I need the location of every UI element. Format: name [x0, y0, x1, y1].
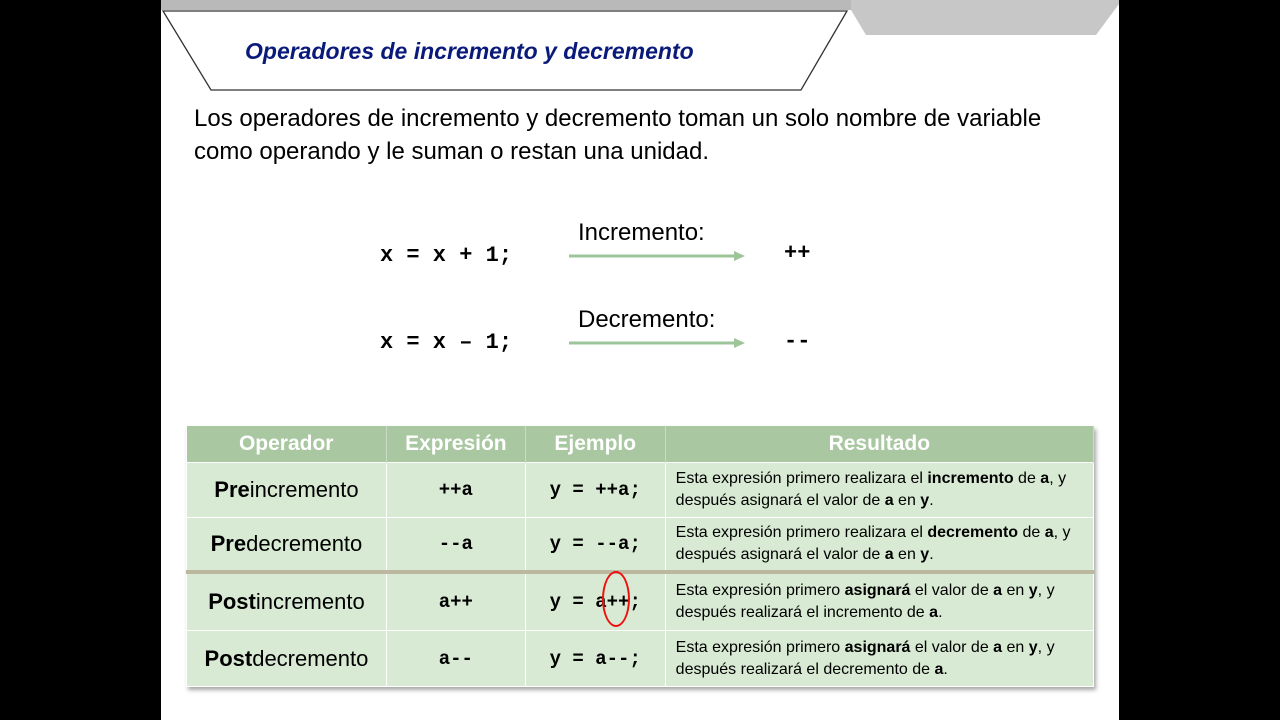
result-cell: Esta expresión primero asignará el valor de a en y, y después realizará el decremento de a. — [665, 631, 1093, 687]
table-row — [187, 517, 1094, 572]
expression-cell: a-- — [386, 631, 525, 687]
decrement-code: x = x – 1; — [380, 330, 513, 355]
table-row — [187, 572, 1094, 631]
table-header-row — [187, 426, 1094, 463]
example-cell: y = ++a; — [525, 463, 665, 518]
slide-title: Operadores de incremento y decremento — [245, 38, 694, 64]
operator-name: Postdecremento — [187, 631, 387, 687]
expression-cell: ++a — [386, 463, 525, 518]
increment-code: x = x + 1; — [380, 243, 513, 268]
example-cell: y = a--; — [525, 631, 665, 687]
table-row — [187, 631, 1094, 687]
increment-operator: ++ — [784, 241, 811, 266]
header-ejemplo: Ejemplo — [525, 426, 665, 463]
decrement-arrow-icon — [569, 335, 749, 351]
operator-name: Postincremento — [187, 572, 387, 631]
decrement-label: Decremento: — [578, 306, 716, 333]
expression-cell: a++ — [386, 572, 525, 631]
result-cell: Esta expresión primero asignará el valor de a en y, y después realizará el incremento de a. — [665, 572, 1093, 631]
operator-name: Predecremento — [187, 517, 387, 572]
example-cell: y = --a; — [525, 517, 665, 572]
increment-arrow-icon — [569, 248, 749, 264]
header-expresion: Expresión — [386, 426, 525, 463]
operator-name: Preincremento — [187, 463, 387, 518]
intro-text: Los operadores de incremento y decremento toman un solo nombre de variable como operando y le suman o restan una unidad. — [194, 105, 1042, 165]
result-cell: Esta expresión primero realizara el incremento de a, y después asignará el valor de a en y. — [665, 463, 1093, 518]
highlight-circle — [602, 571, 630, 627]
operators-table — [186, 426, 1094, 687]
header-operador: Operador — [187, 426, 387, 463]
example-cell: y = a++; — [525, 572, 665, 631]
table-row — [187, 463, 1094, 518]
increment-label: Incremento: — [578, 219, 705, 246]
header-resultado: Resultado — [665, 426, 1093, 463]
expression-cell: --a — [386, 517, 525, 572]
slide — [161, 0, 1119, 720]
result-cell: Esta expresión primero realizara el decremento de a, y después asignará el valor de a en y. — [665, 517, 1093, 572]
decrement-operator: -- — [784, 329, 811, 354]
